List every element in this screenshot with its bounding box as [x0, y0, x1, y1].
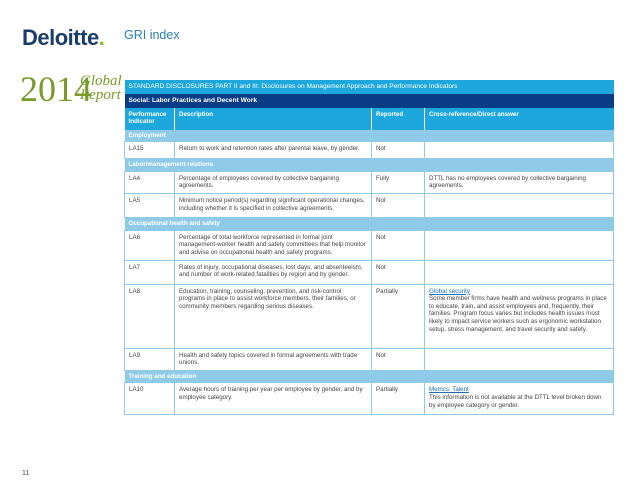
metrics-talent-link[interactable]: Metrics: Talent: [429, 386, 469, 394]
indicator-description: Return to work and retention rates after parental leave, by gender.: [175, 142, 372, 159]
category-employment: Employment: [125, 130, 614, 142]
col-indicator: Performance Indicator: [125, 108, 175, 130]
report-year: 2014: [20, 69, 92, 109]
gri-table: [124, 80, 614, 415]
indicator-description: Minimum notice period(s) regarding significant operational changes, including whether it is specified in collective agreements.: [175, 193, 372, 217]
section-title: GRI index: [124, 28, 180, 42]
table-row: [125, 284, 614, 348]
indicator-reference: [425, 348, 614, 370]
indicator-description: Health and safety topics covered in formal agreements with trade unions.: [175, 348, 372, 370]
table-row: [125, 348, 614, 370]
indicator-reported: Not: [372, 193, 425, 217]
category-occupational-health: Occupational health and safety: [125, 217, 614, 230]
indicator-id: LA5: [125, 193, 175, 217]
col-description: Description: [175, 108, 372, 130]
indicator-id: LA15: [125, 142, 175, 159]
indicator-reference: DTTL has no employees covered by collective bargaining agreements.: [425, 171, 614, 193]
column-headers: [125, 108, 614, 130]
indicator-reported: Not: [372, 348, 425, 370]
category-training: Training and education: [125, 370, 614, 383]
table-row: [125, 260, 614, 284]
indicator-reference: [425, 284, 614, 348]
indicator-description: Percentage of total workforce represented in formal joint management-worker health and safety committees that help monitor and advise on occupational health and safety programs.: [175, 230, 372, 260]
indicator-description: Rates of injury, occupational diseases, lost days, and absenteeism, and number of work-related fatalities by region and by gender.: [175, 260, 372, 284]
indicator-id: LA7: [125, 260, 175, 284]
indicator-reported: Not: [372, 260, 425, 284]
table-row: [125, 193, 614, 217]
global-security-link[interactable]: Global security: [429, 287, 470, 295]
indicator-reference: [425, 230, 614, 260]
table-row: [125, 383, 614, 415]
col-reported: Reported: [372, 108, 425, 130]
indicator-id: LA6: [125, 230, 175, 260]
page-number: 11: [22, 470, 30, 477]
report-name: Global Report: [80, 73, 122, 103]
indicator-reported: Not: [372, 230, 425, 260]
indicator-reference: [425, 383, 614, 415]
table-subtitle: Social: Labor Practices and Decent Work: [125, 94, 614, 108]
indicator-id: LA9: [125, 348, 175, 370]
table-row: [125, 230, 614, 260]
table-title: STANDARD DISCLOSURES PART II and III: Disclosures on Management Approach and Performance Indicators: [125, 80, 614, 94]
deloitte-logo: Deloitte.: [22, 25, 105, 50]
indicator-reported: Partially: [372, 284, 425, 348]
indicator-reference: [425, 260, 614, 284]
indicator-description: Education, training, counseling, prevention, and risk-control programs in place to assist workforce members, their families, or community members regarding serious diseases.: [175, 284, 372, 348]
indicator-reported: Not: [372, 142, 425, 159]
reference-text: Some member firms have health and wellness programs in place to educate, train, and assist employees and, frequently, their families. Program focus varies but includes health issues most likely to impact service workers such as ergonomic workstation setup, stress management, and travel security and safety.: [429, 295, 607, 333]
table-row: [125, 171, 614, 193]
gri-table-container: [124, 80, 613, 415]
indicator-description: Average hours of training per year per employee by gender, and by employee category.: [175, 383, 372, 415]
reference-text: This information is not available at the DTTL level broken down by employee category or gender.: [429, 393, 602, 409]
table-row: [125, 142, 614, 159]
indicator-reference: [425, 142, 614, 159]
indicator-reported: Fully: [372, 171, 425, 193]
indicator-reported: Partially: [372, 383, 425, 415]
indicator-id: LA10: [125, 383, 175, 415]
indicator-reference: [425, 193, 614, 217]
indicator-description: Percentage of employees covered by collective bargaining agreements.: [175, 171, 372, 193]
category-labor-relations: Labor/management relations: [125, 159, 614, 172]
indicator-id: LA8: [125, 284, 175, 348]
col-reference: Cross-reference/Direct answer: [425, 108, 614, 130]
indicator-id: LA4: [125, 171, 175, 193]
